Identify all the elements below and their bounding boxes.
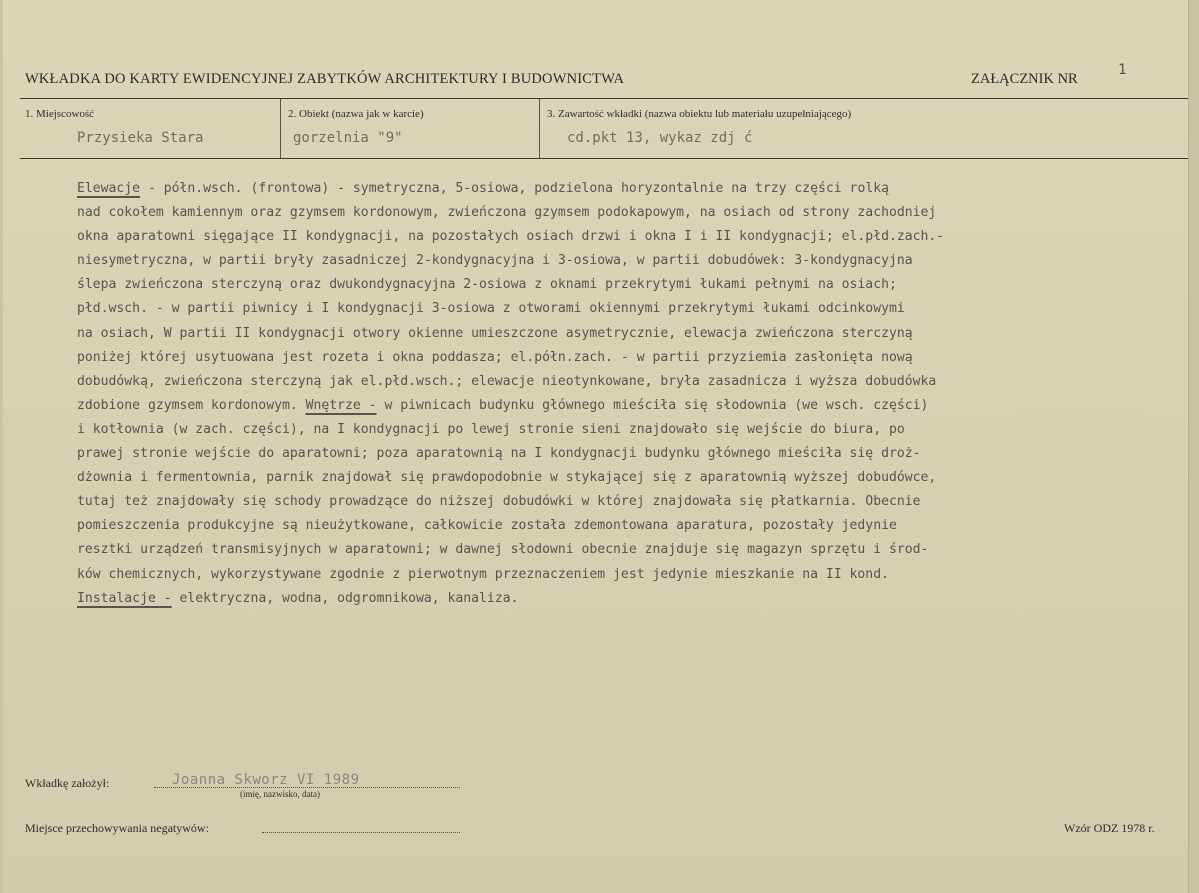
attachment-number: 1 [1118,62,1127,78]
text-line: dżownia i fermentownia, parnik znajdował się prawdopodobnie w stykającej się z aparatownią wyższej dobudówce, [77,470,937,486]
text-line [77,394,1192,418]
text-line: na osiach, W partii II kondygnacji otwory okienne umieszczone asymetrycznie, elewacja zwieńczona sterczyną [77,325,913,341]
text-line: i kotłownia (w zach. części), na I kondygnacji po lewej stronie sieni znajdowało się wejście do biura, po [77,421,905,437]
card-left-edge [0,0,3,893]
text-line [77,587,1192,611]
attachment-label: ZAŁĄCZNIK NR [971,71,1078,87]
header-rule [20,98,1188,99]
text-line: dobudówką, zwieńczona sterczyną jak el.płd.wsch.; elewacje nieotynkowane, bryła zasadnicza i wyższa dobudówka [77,373,937,389]
section-heading-elevations: Elewacje [77,181,141,196]
text-line: nad cokołem kamiennym oraz gzymsem kordonowym, zwieńczona gzymsem podokapowym, na osiach od strony zachodniej [77,205,937,221]
text-line: ślepa zwieńczona sterczyną oraz dwukondygnacyjna 2-osiowa z oknami przekrytymi łukami pełnymi na osiach; [77,277,897,293]
founded-by-label: Wkładkę założył: [25,776,110,790]
text-line: niesymetryczna, w partii bryły zasadniczej 2-kondygnacyjna i 3-osiowa, w partii dobudówek: 3-kondygnacyjna [77,253,913,269]
text-line [77,177,1192,201]
text-line: prawej stronie wejście do aparatowni; poza aparatownią na I kondygnacji budynku głównego mieściła się droż- [77,446,921,462]
typewritten-description [77,177,1192,611]
text-line-rest: elektryczna, wodna, odgromnikowa, kanaliza. [171,590,519,606]
founded-by-hint: (imię, nazwisko, data) [240,789,320,799]
field-divider-1 [280,99,281,158]
section-heading-interior: Wnętrze - [305,397,377,413]
text-line-rest: w piwnicach budynku głównego mieściła się słodownia (we wsch. części) [376,397,929,413]
field-value-object: gorzelnia "9" [293,130,403,146]
fields-bottom-rule [20,158,1188,159]
text-line: okna aparatowni sięgające II kondygnacji, na pozostałych osiach drzwi i okna I i II kondygnacji; el.płd.zach.- [77,229,945,245]
text-line: ków chemicznych, wykorzystywane zgodnie z pierwotnym przeznaczeniem jest jedynie mieszkanie na II kond. [77,566,889,582]
text-line: płd.wsch. - w partii piwnicy i I kondygnacji 3-osiowa z otworami okiennymi przekrytymi łukami odcinkowymi [77,301,905,317]
text-line: resztki urządzeń transmisyjnych w aparatowni; w dawnej słodowni obecnie znajduje się magazyn sprzętu i środ- [77,542,929,558]
negatives-location-line [262,832,460,833]
text-line: pomieszczenia produkcyjne są nieużytkowane, całkowicie została zdemontowana aparatura, pozostały jedynie [77,518,897,534]
form-title: WKŁADKA DO KARTY EWIDENCYJNEJ ZABYTKÓW ARCHITEKTURY I BUDOWNICTWA [25,71,625,87]
field-label-locality: 1. Miejscowość [25,108,95,120]
text-line: poniżej której usytuowana jest rozeta i okna poddasza; el.półn.zach. - w partii przyziemia zasłonięta nową [77,349,913,365]
field-value-locality: Przysieka Stara [77,130,204,146]
founded-by-value: Joanna Skworz VI 1989 [172,772,360,788]
field-divider-2 [539,99,540,158]
form-code: Wzór ODZ 1978 r. [1064,821,1155,835]
field-label-contents: 3. Zawartość wkładki (nazwa obiektu lub materiału uzupełniającego) [547,108,852,120]
field-value-contents: cd.pkt 13, wykaz zdj ć [567,130,753,146]
text-line: tutaj też znajdowały się schody prowadzące do niższej dobudówki w której znajdowała się płatkarnia. Obecnie [77,494,921,510]
text-line-start: zdobione gzymsem kordonowym. [77,397,306,413]
field-label-object: 2. Obiekt (nazwa jak w karcie) [288,108,424,120]
text-line-rest: - półn.wsch. (frontowa) - symetryczna, 5-osiowa, podzielona horyzontalnie na trzy części rolką [140,181,889,196]
section-heading-installations: Instalacje - [77,590,172,606]
negatives-location-label: Miejsce przechowywania negatywów: [25,821,209,835]
